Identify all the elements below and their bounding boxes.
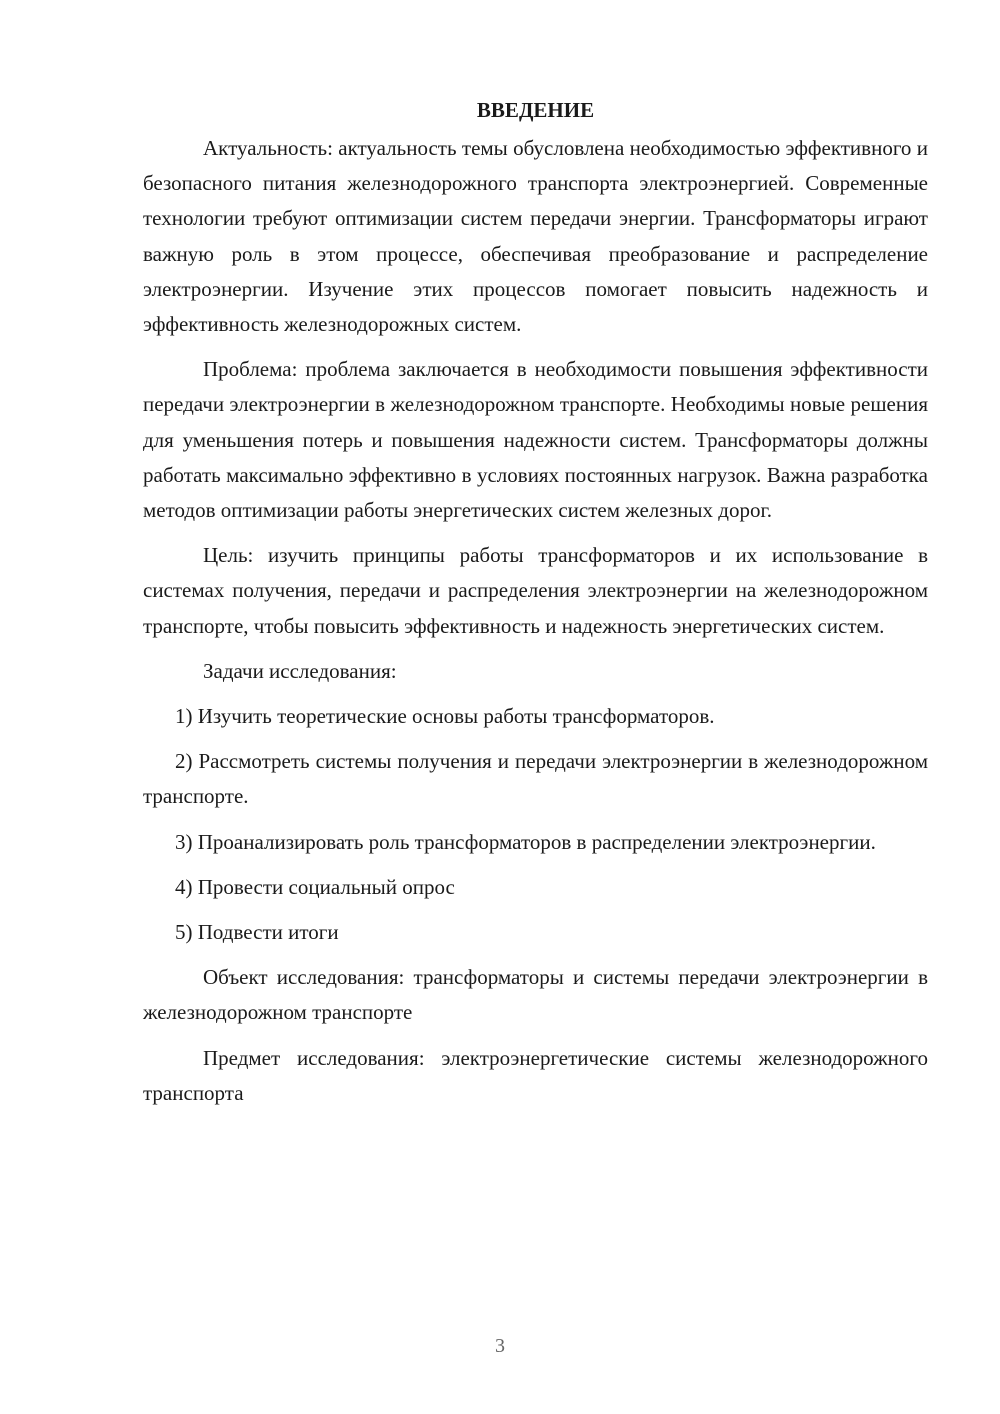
task-item-3: 3) Проанализировать роль трансформаторов в распределении электроэнергии.: [175, 829, 876, 854]
paragraph-goal: Цель: изучить принципы работы трансформаторов и их использование в системах получения, передачи и распределения электроэнергии на железнодорожном транспорте, чтобы повысить эффективность и надежность энергетических систем.: [143, 543, 928, 638]
page-title: ВВЕДЕНИЕ: [476, 98, 595, 122]
paragraph-problem: Проблема: проблема заключается в необходимости повышения эффективности передачи электроэнергии в железнодорожном транспорте. Необходимы новые решения для уменьшения потерь и повышения надежности систем. Трансформаторы должны работать максимально эффективно в условиях постоянных нагрузок. Важна разработка методов оптимизации работы энергетических систем железных дорог.: [143, 357, 928, 523]
document-page: [143, 93, 928, 1121]
task-item-4: 4) Провести социальный опрос: [175, 874, 455, 899]
paragraph-relevance: Актуальность: актуальность темы обусловлена необходимостью эффективного и безопасного питания железнодорожного транспорта электроэнергией. Современные технологии требуют оптимизации систем передачи энергии. Трансформаторы играют важную роль в этом процессе, обеспечивая преобразование и распределение электроэнергии. Изучение этих процессов помогает повысить надежность и эффективность железнодорожных систем.: [143, 136, 928, 337]
task-item-2: 2) Рассмотреть системы получения и передачи электроэнергии в железнодорожном транспорте.: [143, 749, 928, 809]
task-item-5: 5) Подвести итоги: [175, 920, 339, 945]
task-item-1: 1) Изучить теоретические основы работы трансформаторов.: [175, 704, 715, 729]
paragraph-subject: Предмет исследования: электроэнергетические системы железнодорожного транспорта: [143, 1045, 928, 1105]
paragraph-object: Объект исследования: трансформаторы и системы передачи электроэнергии в железнодорожном транспорте: [143, 965, 928, 1025]
tasks-heading: Задачи исследования:: [203, 658, 397, 683]
page-number: 3: [495, 1335, 505, 1357]
